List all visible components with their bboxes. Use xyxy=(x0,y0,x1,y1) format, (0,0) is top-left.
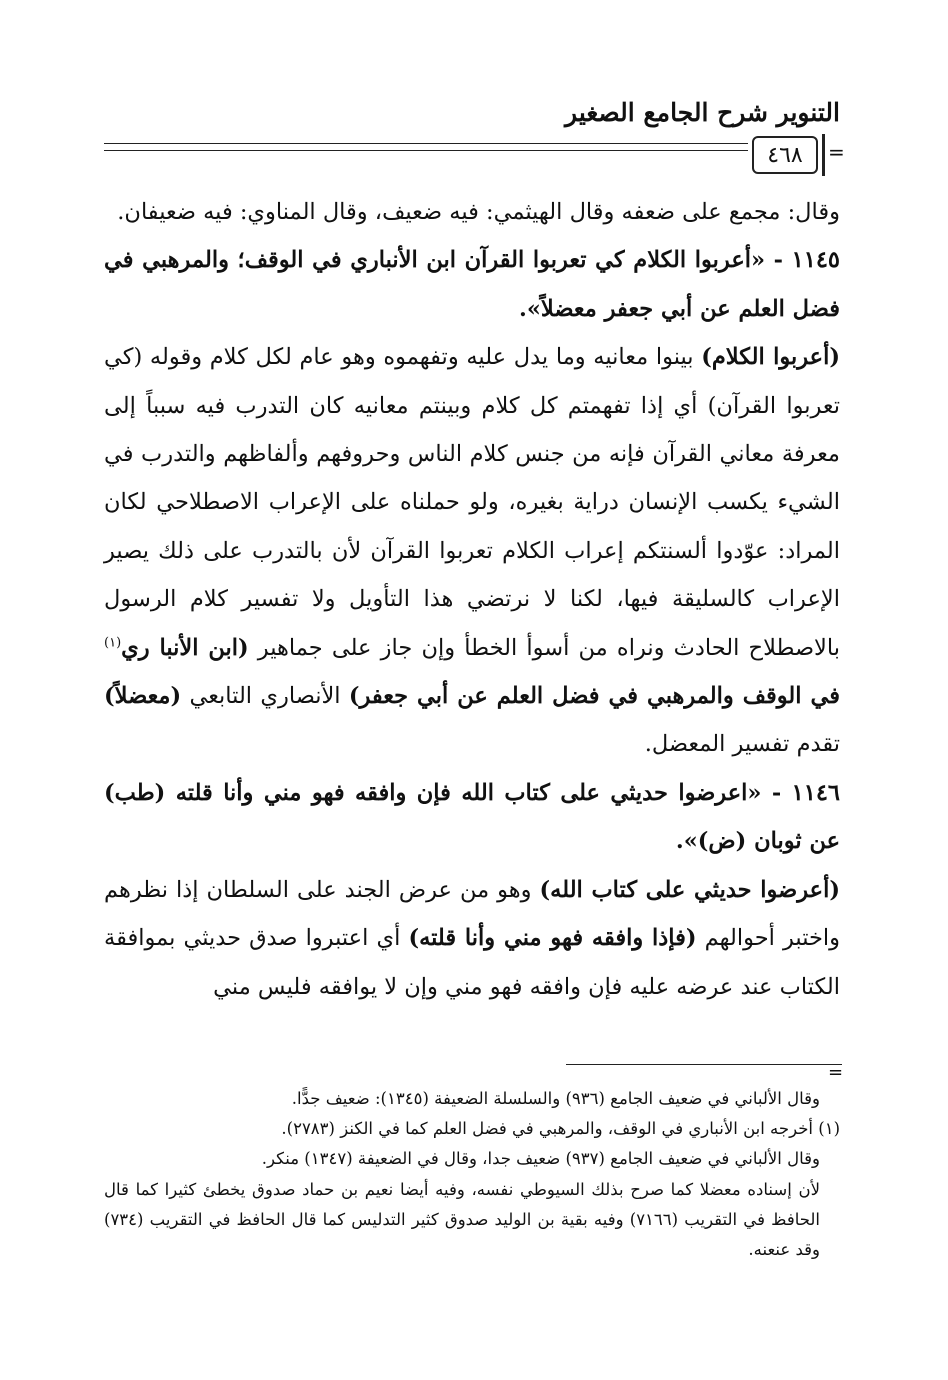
commentary-1145-text-2: الأنصاري التابعي xyxy=(181,683,349,710)
footnote-rule xyxy=(566,1064,842,1065)
commentary-1145-bold-2: (ابن الأنبا ري xyxy=(121,634,249,661)
hadith-1146-number: ١١٤٦ - xyxy=(761,779,840,806)
commentary-1146-bold-1: (أعرضوا حديثي على كتاب الله) xyxy=(539,876,840,903)
commentary-1145-bold-4: (معضلاً) xyxy=(104,683,182,710)
hadith-1146-text: «اعرضوا حديثي على كتاب الله فإن وافقه فهو مني وأنا قلته (طب) عن ثوبان (ض)». xyxy=(104,779,840,855)
footnote-equals-mark: = xyxy=(828,1062,844,1083)
page-number-bar xyxy=(822,134,825,176)
footnote-1: (١) أخرجه ابن الأنباري في الوقف، والمرهبي في فضل العلم كما في الكنز (٢٧٨٣). xyxy=(281,1119,840,1139)
page-number: ٤٦٨ xyxy=(752,136,818,174)
header-rule-top xyxy=(104,143,748,144)
commentary-1145-text-3: تقدم تفسير المعضل. xyxy=(644,731,840,758)
commentary-1146-text-2: أي اعتبروا صدق حديثي بموافقة الكتاب عند عرضه عليه فإن وافقه فهو مني وإن لا يوافقه فليس مني xyxy=(104,925,840,1000)
hadith-1145 xyxy=(104,236,840,333)
hadith-1145-text: «أعربوا الكلام كي تعربوا القرآن ابن الأنباري في الوقف؛ والمرهبي في فضل العلم عن أبي جعفر معضلاً». xyxy=(104,247,840,322)
footnote-1-detail: لأن إسناده معضلا كما صرح بذلك السيوطي نفسه، وفيه أيضا نعيم بن حماد صدوق يخطئ كثيرا كما قال الحافظ في التقريب (٧١٦٦) وفيه بقية بن الوليد صدوق كثير التدليس كما قال الحافظ في التقريب (٧٣٤) وقد عنعنه. xyxy=(104,1179,820,1260)
commentary-1146 xyxy=(104,866,840,1011)
header-rule-bottom xyxy=(104,150,748,151)
footnote-ref-1[interactable]: (١) xyxy=(104,635,122,651)
footnote-1-note: وقال الألباني في ضعيف الجامع (٩٣٧) ضعيف جدا، وقال في الضعيفة (١٣٤٧) منكر. xyxy=(261,1149,820,1169)
footnote-continuation: وقال الألباني في ضعيف الجامع (٩٣٦) والسلسلة الضعيفة (١٣٤٥): ضعيف جدًّا. xyxy=(291,1089,820,1108)
commentary-1145-text-1: بينوا معانيه وما يدل عليه وتفهموه وهو عام لكل كلام وقوله (كي تعربوا القرآن) أي إذا تفهمتم كل كلام وبينتم معانيه كان التدرب فيه سبباً إلى معرفة معاني القرآن فإنه من جنس كلام الناس وحروفهم وألفاظهم والتدرب في الشيء يكسب الإنسان دراية بغيره، ولو حملناه على الإعراب الاصطلاحي لكان المراد: عوّدوا ألسنتكم إعراب الكلام تعربوا القرآن لأن بالتدرب على ذلك يصير الإعراب كالسليقة فيها، لكنا لا نرتضي هذا التأويل ولا تفسير كلام الرسول بالاصطلاح الحادث ونراه من أسوأ الخطأ وإن جاز على جماهير xyxy=(104,344,841,661)
commentary-1146-text-1: وهو من عرض الجند على السلطان إذا نظرهم واختبر أحوالهم xyxy=(104,876,841,952)
continuation-line: وقال: مجمع على ضعفه وقال الهيثمي: فيه ضعيف، وقال المناوي: فيه ضعيفان. xyxy=(117,199,840,225)
main-text xyxy=(104,188,840,1011)
footnotes xyxy=(104,1084,840,1265)
commentary-1145 xyxy=(104,333,840,769)
header-equals-mark: = xyxy=(828,140,845,164)
commentary-1145-bold-3: في الوقف والمرهبي في فضل العلم عن أبي جعفر) xyxy=(348,683,840,710)
hadith-1145-number: ١١٤٥ - xyxy=(765,247,840,274)
commentary-1146-bold-2: (فإذا وافقه فهو مني وأنا قلته) xyxy=(408,925,697,952)
running-title: التنوير شرح الجامع الصغير xyxy=(565,98,840,127)
commentary-1145-bold-1: (أعربوا الكلام) xyxy=(701,344,840,371)
hadith-1146 xyxy=(104,769,840,866)
